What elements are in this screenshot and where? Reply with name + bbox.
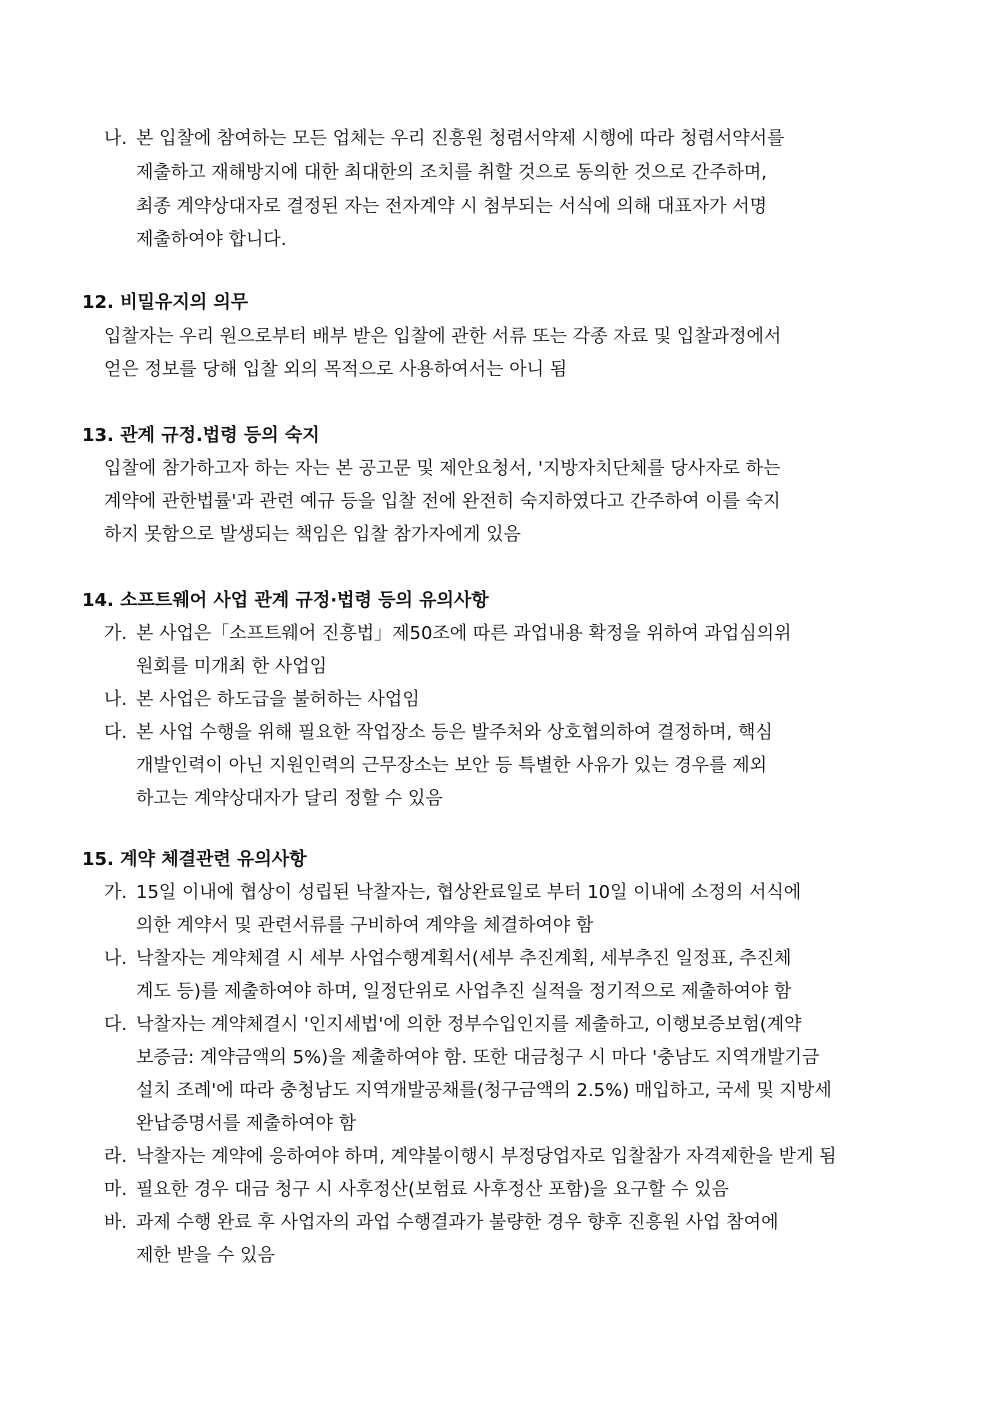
- item-marker: 바.: [104, 1212, 128, 1233]
- item-line: 본 사업은「소프트웨어 진흥법」제50조에 따른 과업내용 확정을 위하여 과업심의위: [136, 623, 792, 644]
- intro-line: 제출하고 재해방지에 대한 최대한의 조치를 취할 것으로 동의한 것으로 간주하며,: [136, 162, 768, 183]
- section-heading: 14. 소프트웨어 사업 관계 규정·법령 등의 유의사항: [82, 590, 489, 611]
- item-line: 완납증명서를 제출하여야 함: [136, 1113, 357, 1134]
- section-heading: 13. 관계 규정.법령 등의 숙지: [82, 425, 320, 446]
- item-marker: 나.: [104, 948, 128, 969]
- item-line: 15일 이내에 협상이 성립된 낙찰자는, 협상완료일로 부터 10일 이내에 소정의 서식에: [136, 882, 802, 903]
- item-marker: 라.: [104, 1146, 128, 1167]
- item-marker: 다.: [104, 722, 128, 743]
- item-line: 원회를 미개최 한 사업임: [136, 656, 328, 677]
- body-line: 하지 못함으로 발생되는 책임은 입찰 참가자에게 있음: [104, 524, 521, 545]
- body-line: 얻은 정보를 당해 입찰 외의 목적으로 사용하여서는 아니 됨: [104, 359, 568, 380]
- body-line: 입찰에 참가하고자 하는 자는 본 공고문 및 제안요청서, '지방자치단체를 당사자로 하는: [104, 458, 781, 479]
- item-line: 낙찰자는 계약에 응하여야 하며, 계약불이행시 부정당업자로 입찰참가 자격제한을 받게 됨: [136, 1146, 837, 1167]
- intro-line: 제출하여야 합니다.: [136, 229, 287, 250]
- item-line: 개발인력이 아닌 지원인력의 근무장소는 보안 등 특별한 사유가 있는 경우를 제외: [136, 755, 768, 776]
- item-marker: 나.: [104, 689, 128, 710]
- section-heading: 12. 비밀유지의 의무: [82, 292, 249, 313]
- item-line: 본 사업 수행을 위해 필요한 작업장소 등은 발주처와 상호협의하여 결정하며, 핵심: [136, 722, 773, 743]
- item-line: 낙찰자는 계약체결 시 세부 사업수행계획서(세부 추진계획, 세부추진 일정표, 추진체: [136, 948, 792, 969]
- item-line: 과제 수행 완료 후 사업자의 과업 수행결과가 불량한 경우 향후 진흥원 사업 참여에: [136, 1212, 779, 1233]
- item-marker: 가.: [104, 623, 128, 644]
- item-line: 낙찰자는 계약체결시 '인지세법'에 의한 정부수입인지를 제출하고, 이행보증보험(계약: [136, 1014, 802, 1035]
- item-line: 설치 조례'에 따라 충청남도 지역개발공채를(청구금액의 2.5%) 매입하고, 국세 및 지방세: [136, 1080, 832, 1101]
- item-marker: 가.: [104, 882, 128, 903]
- intro-line: 본 입찰에 참여하는 모든 업체는 우리 진흥원 청렴서약제 시행에 따라 청렴서약서를: [136, 128, 785, 149]
- item-line: 하고는 계약상대자가 달리 정할 수 있음: [136, 788, 443, 809]
- item-marker: 다.: [104, 1014, 128, 1035]
- item-line: 계도 등)를 제출하여야 하며, 일정단위로 사업추진 실적을 정기적으로 제출하여야 함: [136, 981, 792, 1002]
- intro-marker: 나.: [104, 128, 128, 149]
- item-line: 의한 계약서 및 관련서류를 구비하여 계약을 체결하여야 함: [136, 915, 594, 936]
- item-line: 보증금: 계약금액의 5%)을 제출하여야 함. 또한 대금청구 시 마다 '충남도 지역개발기금: [136, 1047, 820, 1068]
- item-line: 필요한 경우 대금 청구 시 사후정산(보험료 사후정산 포함)을 요구할 수 있음: [136, 1179, 729, 1200]
- body-line: 입찰자는 우리 원으로부터 배부 받은 입찰에 관한 서류 또는 각종 자료 및 입찰과정에서: [104, 326, 782, 347]
- intro-line: 최종 계약상대자로 결정된 자는 전자계약 시 첨부되는 서식에 의해 대표자가 서명: [136, 196, 768, 217]
- body-line: 계약에 관한법률'과 관련 예규 등을 입찰 전에 완전히 숙지하였다고 간주하여 이를 숙지: [104, 491, 781, 512]
- section-heading: 15. 계약 체결관련 유의사항: [82, 849, 307, 870]
- item-marker: 마.: [104, 1179, 128, 1200]
- item-line: 본 사업은 하도급을 불허하는 사업임: [136, 689, 420, 710]
- item-line: 제한 받을 수 있음: [136, 1245, 275, 1266]
